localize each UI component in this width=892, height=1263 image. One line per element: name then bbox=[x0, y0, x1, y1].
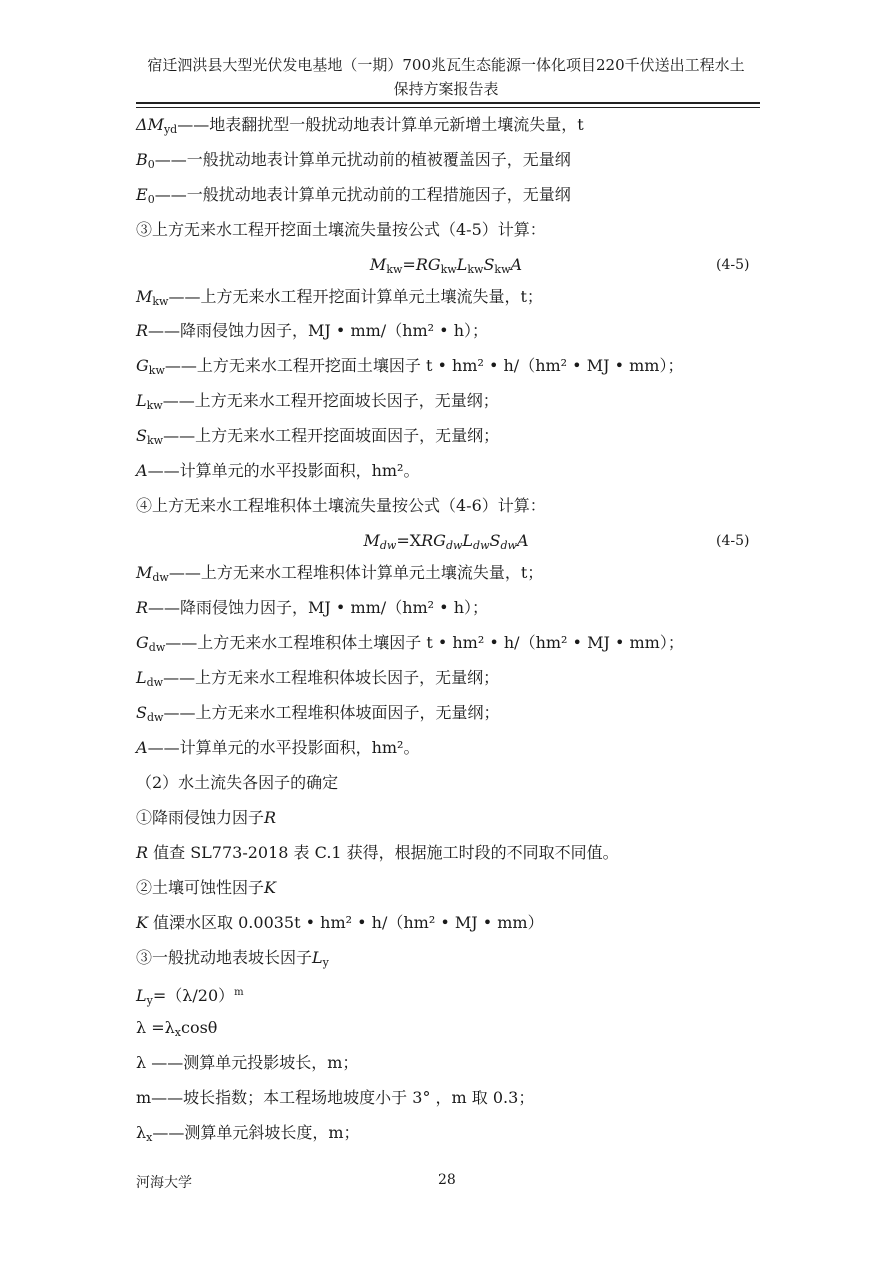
factor-k-desc: K 值溧水区取 0.0035t • hm² • h/（hm² • MJ • mm） bbox=[136, 913, 544, 932]
header-rule-thin bbox=[136, 107, 760, 108]
header-rule-thick bbox=[136, 102, 760, 104]
def-ldw: $L_{dw}——$上方无来水工程堆积体坡长因子，无量纲； bbox=[136, 668, 500, 689]
def-gkw: $G_{kw}——$上方无来水工程开挖面土壤因子 t • hm² • h/（hm² • MJ • mm）； bbox=[136, 356, 684, 377]
def-mkw: $M_{kw}——$上方无来水工程开挖面计算单元土壤流失量，t； bbox=[136, 287, 543, 308]
def-a-2: A——计算单元的水平投影面积，hm²。 bbox=[136, 738, 420, 757]
header-line-2: 保持方案报告表 bbox=[393, 80, 499, 98]
def-skw: $S_{kw}——$上方无来水工程开挖面坡面因子，无量纲； bbox=[136, 426, 500, 447]
page-number: 28 bbox=[438, 1172, 456, 1188]
page-header bbox=[130, 53, 762, 101]
section-2-heading: （2）水土流失各因子的确定 bbox=[136, 773, 339, 792]
def-m: m——坡长指数；本工程场地坡度小于 3° ，m 取 0.3； bbox=[136, 1088, 535, 1107]
def-delta-myd: $\Delta M_{yd}——$地表翻扰型一般扰动地表计算单元新增土壤流失量，t bbox=[136, 115, 584, 136]
step-4-heading: ④上方无来水工程堆积体土壤流失量按公式（4-6）计算： bbox=[136, 496, 546, 515]
def-mdw: $M_{dw}——$上方无来水工程堆积体计算单元土壤流失量，t； bbox=[136, 563, 544, 584]
formula-ly: $L_y=(\lambda/20)^m$ bbox=[136, 986, 244, 1007]
def-r-2: R——降雨侵蚀力因子，MJ • mm/（hm² • h）； bbox=[136, 598, 488, 617]
formula-mdw: $M_{dw}=XRG_{dw}L_{dw}S_{dw}A$ bbox=[363, 531, 529, 552]
def-lambda: λ ——测算单元投影坡长，m； bbox=[136, 1053, 359, 1072]
def-gdw: $G_{dw}——$上方无来水工程堆积体土壤因子 t • hm² • h/（hm² • MJ • mm）； bbox=[136, 633, 684, 654]
step-3-heading: ③上方无来水工程开挖面土壤流失量按公式（4-5）计算： bbox=[136, 220, 546, 239]
footer-organization: 河海大学 bbox=[136, 1175, 192, 1191]
def-sdw: $S_{dw}——$上方无来水工程堆积体坡面因子，无量纲； bbox=[136, 703, 500, 724]
def-b0: $B_0——$一般扰动地表计算单元扰动前的植被覆盖因子，无量纲 bbox=[136, 150, 571, 171]
equation-number-2: (4-5) bbox=[716, 533, 750, 549]
factor-r-desc: R 值查 SL773-2018 表 C.1 获得，根据施工时段的不同取不同值。 bbox=[136, 843, 619, 862]
def-lambda-x: $\lambda_x——$测算单元斜坡长度，m； bbox=[136, 1123, 360, 1144]
factor-ly-heading: ③一般扰动地表坡长因子$L_y$ bbox=[136, 948, 329, 969]
equation-number-1: (4-5) bbox=[716, 257, 750, 273]
def-e0: $E_0——$一般扰动地表计算单元扰动前的工程措施因子，无量纲 bbox=[136, 185, 571, 206]
header-line-1: 宿迁泗洪县大型光伏发电基地（一期）700兆瓦生态能源一体化项目220千伏送出工程水土 bbox=[147, 56, 745, 74]
def-a-1: A——计算单元的水平投影面积，hm²。 bbox=[136, 461, 420, 480]
def-r-1: R——降雨侵蚀力因子，MJ • mm/（hm² • h）； bbox=[136, 321, 488, 340]
factor-r-heading: ①降雨侵蚀力因子R bbox=[136, 808, 277, 827]
factor-k-heading: ②土壤可蚀性因子K bbox=[136, 878, 276, 897]
formula-lambda: $\lambda =\lambda_x\cos\theta$ bbox=[136, 1018, 218, 1039]
def-lkw: $L_{kw}——$上方无来水工程开挖面坡长因子，无量纲； bbox=[136, 391, 499, 412]
formula-mkw: $M_{kw}=RG_{kw}L_{kw}S_{kw}A$ bbox=[369, 255, 523, 276]
